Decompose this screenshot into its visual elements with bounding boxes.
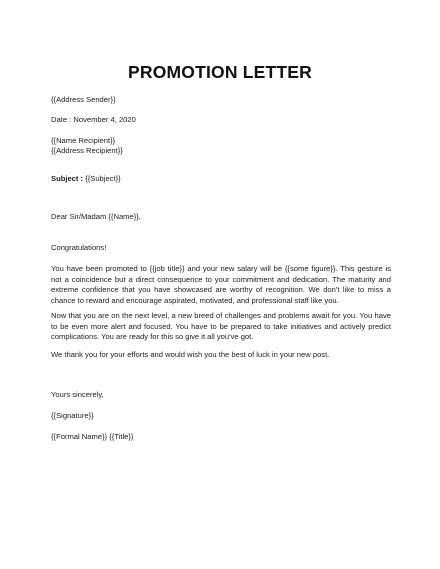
name-recipient: {{Name Recipient}} <box>51 136 116 145</box>
paragraph-2: Now that you are on the next level, a new breed of challenges and problems await for you. You have to be even more alert and focused. You have to be prepared to take initiatives and actively predict complications. You are ready for this so give it all you've got. <box>51 311 391 342</box>
paragraph-3: We thank you for your efforts and would wish you the best of luck in your new post. <box>51 350 330 359</box>
signature-placeholder: {{Signature}} <box>51 411 94 420</box>
closing-line: Yours sincerely, <box>51 390 104 399</box>
subject-value: {{Subject}} <box>83 174 121 183</box>
subject-line <box>51 174 391 185</box>
address-recipient: {{Address Recipient}} <box>51 146 123 155</box>
letter-date: Date : November 4, 2020 <box>51 115 136 124</box>
address-sender: {{Address Sender}} <box>51 95 116 104</box>
paragraph-1: You have been promoted to {{job title}} and your new salary will be {{some figure}}. This gesture is not a coincidence but a direct consequence to your commitment and dedication. The maturity and extreme confidence that you have showcased are worthy of recognition. We don't like to miss a chance to reward and encourage aspirated, motivated, and professional staff like you. <box>51 264 391 305</box>
salutation: Dear Sir/Madam {{Name}}, <box>51 212 141 221</box>
congratulations-line: Congratulations! <box>51 243 107 252</box>
subject-label: Subject : <box>51 174 84 183</box>
formal-name-title: {{Formal Name}} {{Title}} <box>51 432 134 441</box>
letter-title: PROMOTION LETTER <box>127 62 313 82</box>
